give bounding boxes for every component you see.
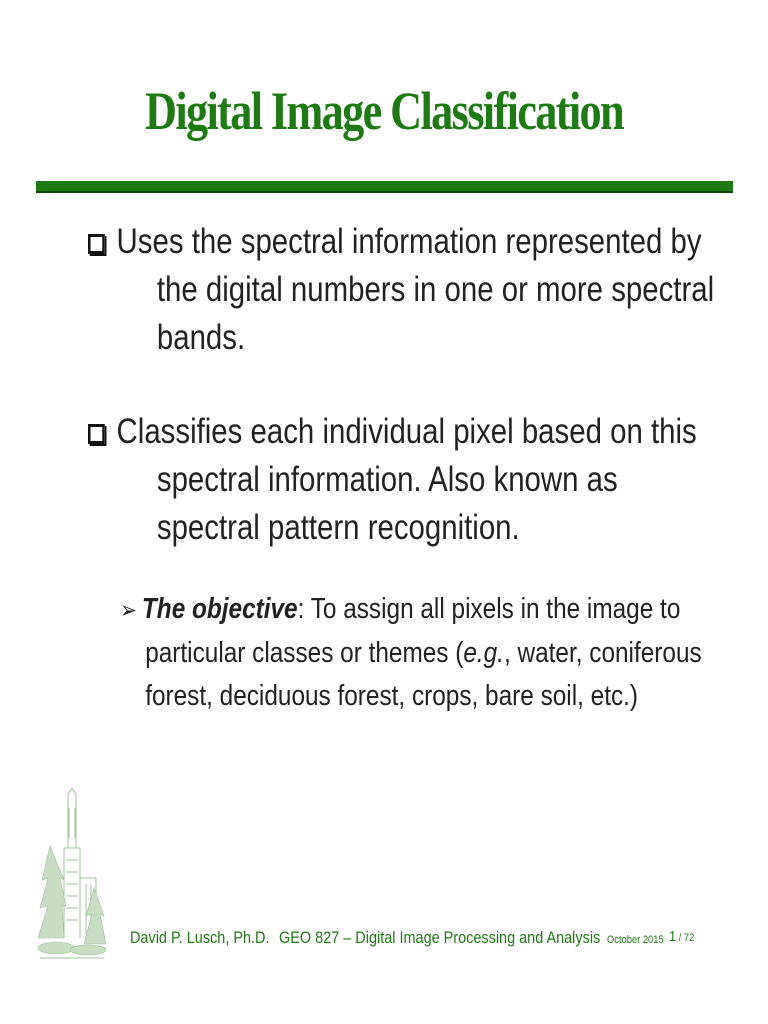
sub-bullet-line [120,588,681,632]
sub-bullet-line [120,632,702,675]
bullet-item [88,218,728,362]
sub-bullet-line: forest, deciduous forest, crops, bare soil, etc.) [145,680,639,712]
arrow-bullet-icon: ➢ [120,597,137,624]
slide-title: Digital Image Classification [144,81,624,141]
bullet-text: Uses the spectral information represented by [116,222,702,261]
checkbox-icon [88,424,105,444]
sub-bullet-text: , water, coniferous [503,637,702,669]
page-current: 1 [669,928,677,945]
bullet-text: Classifies each individual pixel based on this [116,412,697,451]
page-number [669,928,694,945]
footer-course: GEO 827 – Digital Image Processing and Analysis [279,928,601,947]
page-total: / 72 [676,932,695,944]
bullet-line: bands. [156,318,246,357]
sub-bullet-text: : To assign all pixels in the image to [297,593,681,625]
title-divider [36,181,733,193]
checkbox-icon [88,234,105,254]
objective-label: The objective [141,593,298,625]
footer-author: David P. Lusch, Ph.D. [130,928,270,947]
bullet-line [88,408,697,456]
bullet-line: spectral pattern recognition. [156,508,520,547]
bullet-item [88,408,728,552]
bullet-line [88,218,702,266]
eg-text: e.g. [463,637,504,669]
sub-bullet-text: particular classes or themes ( [145,637,464,669]
bullet-line: spectral information. Also known as [156,460,618,499]
bullet-line: the digital numbers in one or more spectral [156,270,715,309]
sub-bullet-item [120,588,740,718]
footer-date: October 2015 [607,934,664,946]
tower-watermark-icon [36,788,108,960]
